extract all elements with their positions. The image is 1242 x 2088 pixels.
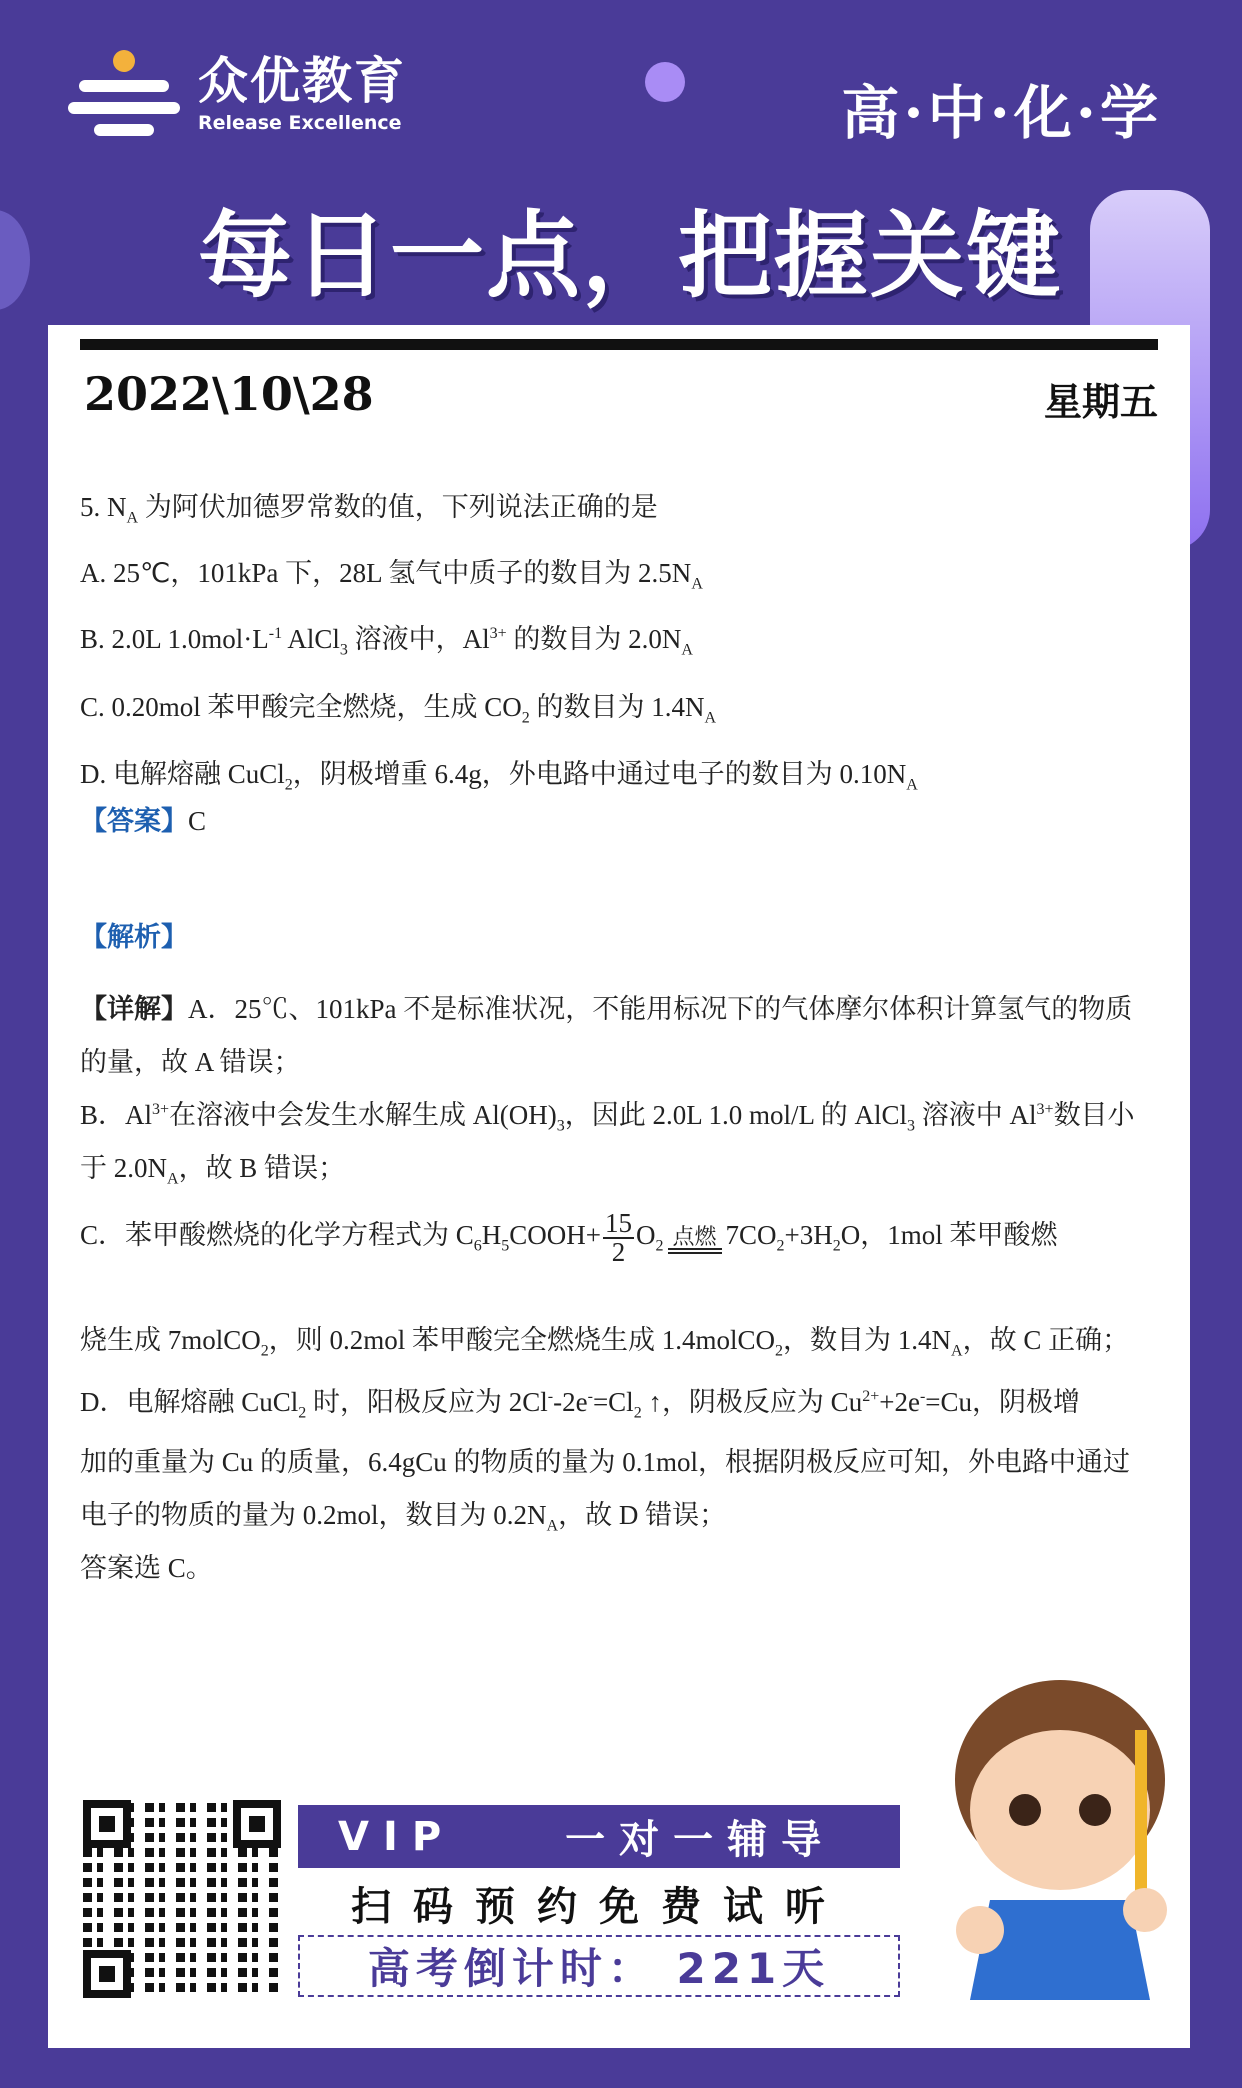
text-segment: 答案选 C。 — [80, 1553, 213, 1583]
question-line — [80, 551, 703, 593]
text-segment: ，则 0.2mol 苯甲酸完全燃烧生成 1.4molCO — [268, 1325, 776, 1355]
weekday: 星期五 — [1043, 379, 1158, 424]
text-segment: A — [126, 509, 139, 527]
trial-text: 扫码预约免费试听 — [351, 1884, 847, 1930]
text-segment: 数目小 — [1053, 1100, 1135, 1130]
text-segment: 2 — [633, 1404, 642, 1422]
text-segment: 的数目为 1.4N — [529, 692, 705, 722]
text-segment: 2 — [832, 1237, 841, 1255]
text-segment: 3 — [556, 1117, 565, 1135]
text-segment: 于 2.0N — [80, 1153, 167, 1183]
subject-title: 高·中·化·学 — [841, 79, 1162, 147]
text-segment: 的量，故 A 错误； — [80, 1047, 301, 1077]
text-segment: =Cl — [592, 1387, 634, 1417]
question-line — [80, 752, 918, 794]
text-segment: COOH+ — [509, 1220, 602, 1251]
text-segment: 2 — [521, 709, 530, 727]
decor-orb — [0, 210, 30, 310]
divider — [80, 339, 1158, 350]
detail-line — [80, 1210, 1058, 1266]
answer-value: C — [188, 806, 207, 836]
qr-code[interactable] — [83, 1800, 281, 1998]
text-segment: 3+ — [1036, 1101, 1054, 1118]
brand-tagline: Release Excellence — [198, 112, 402, 134]
text-segment: 6 — [473, 1237, 482, 1255]
detail-line — [80, 1493, 726, 1535]
text-segment: B．Al — [80, 1100, 153, 1130]
exam-countdown: 高考倒计时： 221天 — [298, 1935, 900, 1997]
mascot-illustration — [920, 1660, 1210, 2040]
text-segment: B. 2.0L 1.0mol·L — [80, 624, 269, 654]
text-segment: H — [481, 1220, 502, 1251]
text-segment: - — [587, 1388, 593, 1405]
text-segment: A — [546, 1517, 559, 1535]
text-segment: O — [636, 1220, 656, 1251]
text-segment: 5. N — [80, 492, 127, 522]
text-segment: A. 25℃，101kPa 下，28L 氢气中质子的数目为 2.5N — [80, 558, 692, 588]
vip-label: VIP — [338, 1813, 456, 1860]
text-segment: 在溶液中会发生水解生成 Al(OH) — [169, 1100, 557, 1130]
text-segment: 电子的物质的量为 0.2mol，数目为 0.2N — [80, 1500, 547, 1530]
text-segment: -1 — [268, 625, 283, 642]
text-segment: A — [167, 1170, 179, 1188]
detail-line — [80, 1380, 1080, 1422]
decor-molecule-icon — [645, 62, 685, 102]
text-segment: +2e — [879, 1387, 920, 1417]
headline: 每日一点，把握关键 — [198, 202, 1063, 311]
text-segment: 3+ — [489, 625, 507, 642]
text-segment: ↑，阴极反应为 Cu — [641, 1387, 863, 1417]
detail-line — [80, 1318, 1129, 1360]
question-line — [80, 485, 658, 527]
text-segment: D. 电解熔融 CuCl — [80, 759, 285, 789]
text-segment: D．电解熔融 CuCl — [80, 1387, 299, 1417]
text-segment: C．苯甲酸燃烧的化学方程式为 C — [80, 1220, 474, 1251]
text-segment: 5 — [501, 1237, 510, 1255]
detail-line — [80, 987, 1132, 1026]
text-segment: 2 — [775, 1342, 784, 1360]
answer-line — [80, 799, 206, 838]
text-segment: 烧生成 7molCO — [80, 1325, 261, 1355]
text-segment: C. 0.20mol 苯甲酸完全燃烧，生成 CO — [80, 692, 522, 722]
brand-logo — [68, 50, 406, 140]
text-segment: =Cu，阴极增 — [925, 1387, 1081, 1417]
logo-icon — [68, 50, 180, 140]
text-segment: A — [906, 776, 918, 794]
text-segment: A — [951, 1342, 963, 1360]
text-segment: $\frac{15}{2}$ — [605, 1208, 633, 1267]
text-segment: 溶液中，Al — [347, 624, 490, 654]
text-segment: 溶液中 Al — [915, 1100, 1037, 1130]
analysis-heading — [80, 915, 188, 954]
text-segment: A．25℃、101kPa 不是标准状况，不能用标况下的气体摩尔体积计算氢气的物质 — [188, 994, 1133, 1024]
text-segment: 2 — [260, 1342, 269, 1360]
text-segment: O，1mol 苯甲酸燃 — [840, 1220, 1058, 1251]
answer-label: 【答案】 — [80, 806, 188, 836]
question-line — [80, 617, 693, 659]
brand-name: 众优教育 — [198, 52, 406, 110]
text-segment: 3 — [907, 1117, 916, 1135]
text-segment: - — [919, 1388, 926, 1405]
detail-line — [80, 1440, 1130, 1479]
text-segment: 3+ — [152, 1101, 170, 1118]
question-line — [80, 685, 716, 727]
text-segment: 7CO — [725, 1220, 777, 1251]
text-segment: 点燃 — [668, 1226, 722, 1266]
text-segment: 2 — [655, 1237, 664, 1255]
text-segment: 2 — [298, 1404, 307, 1422]
text-segment: A — [681, 641, 693, 659]
detail-line — [80, 1093, 1135, 1135]
text-segment: - — [547, 1388, 554, 1405]
text-segment: 时，阳极反应为 2Cl — [306, 1387, 548, 1417]
detail-line — [80, 1546, 213, 1585]
text-segment: 2+ — [862, 1388, 880, 1405]
text-segment: 【详解】 — [80, 994, 188, 1024]
text-segment: +3H — [784, 1220, 833, 1251]
text-segment: 2 — [284, 776, 293, 794]
text-segment: 3 — [339, 641, 348, 659]
text-segment: ，故 C 正确； — [962, 1325, 1130, 1355]
text-segment: -2e — [553, 1387, 588, 1417]
vip-banner — [298, 1805, 900, 1868]
date: 2022\10\28 — [84, 367, 374, 421]
text-segment: ，因此 2.0L 1.0 mol/L 的 AlCl — [564, 1100, 908, 1130]
text-segment: AlCl — [282, 624, 340, 654]
text-segment: A — [691, 575, 703, 593]
text-segment: 2 — [776, 1237, 785, 1255]
text-segment: ，故 D 错误； — [558, 1500, 727, 1530]
text-segment: ，数目为 1.4N — [783, 1325, 952, 1355]
text-segment: 加的重量为 Cu 的质量，6.4gCu 的物质的量为 0.1mol，根据阴极反应可知，外电路中通过 — [80, 1447, 1131, 1477]
text-segment: ，阴极增重 6.4g，外电路中通过电子的数目为 0.10N — [292, 759, 907, 789]
text-segment: ，故 B 错误； — [178, 1153, 346, 1183]
detail-line — [80, 1146, 345, 1188]
text-segment: 为阿伏加德罗常数的值，下列说法正确的是 — [138, 492, 658, 522]
analysis-label: 【解析】 — [80, 922, 188, 952]
text-segment: 的数目为 2.0N — [506, 624, 682, 654]
detail-line — [80, 1040, 301, 1079]
one-on-one-label: 一对一辅导 — [565, 1817, 836, 1863]
text-segment: A — [704, 709, 717, 727]
